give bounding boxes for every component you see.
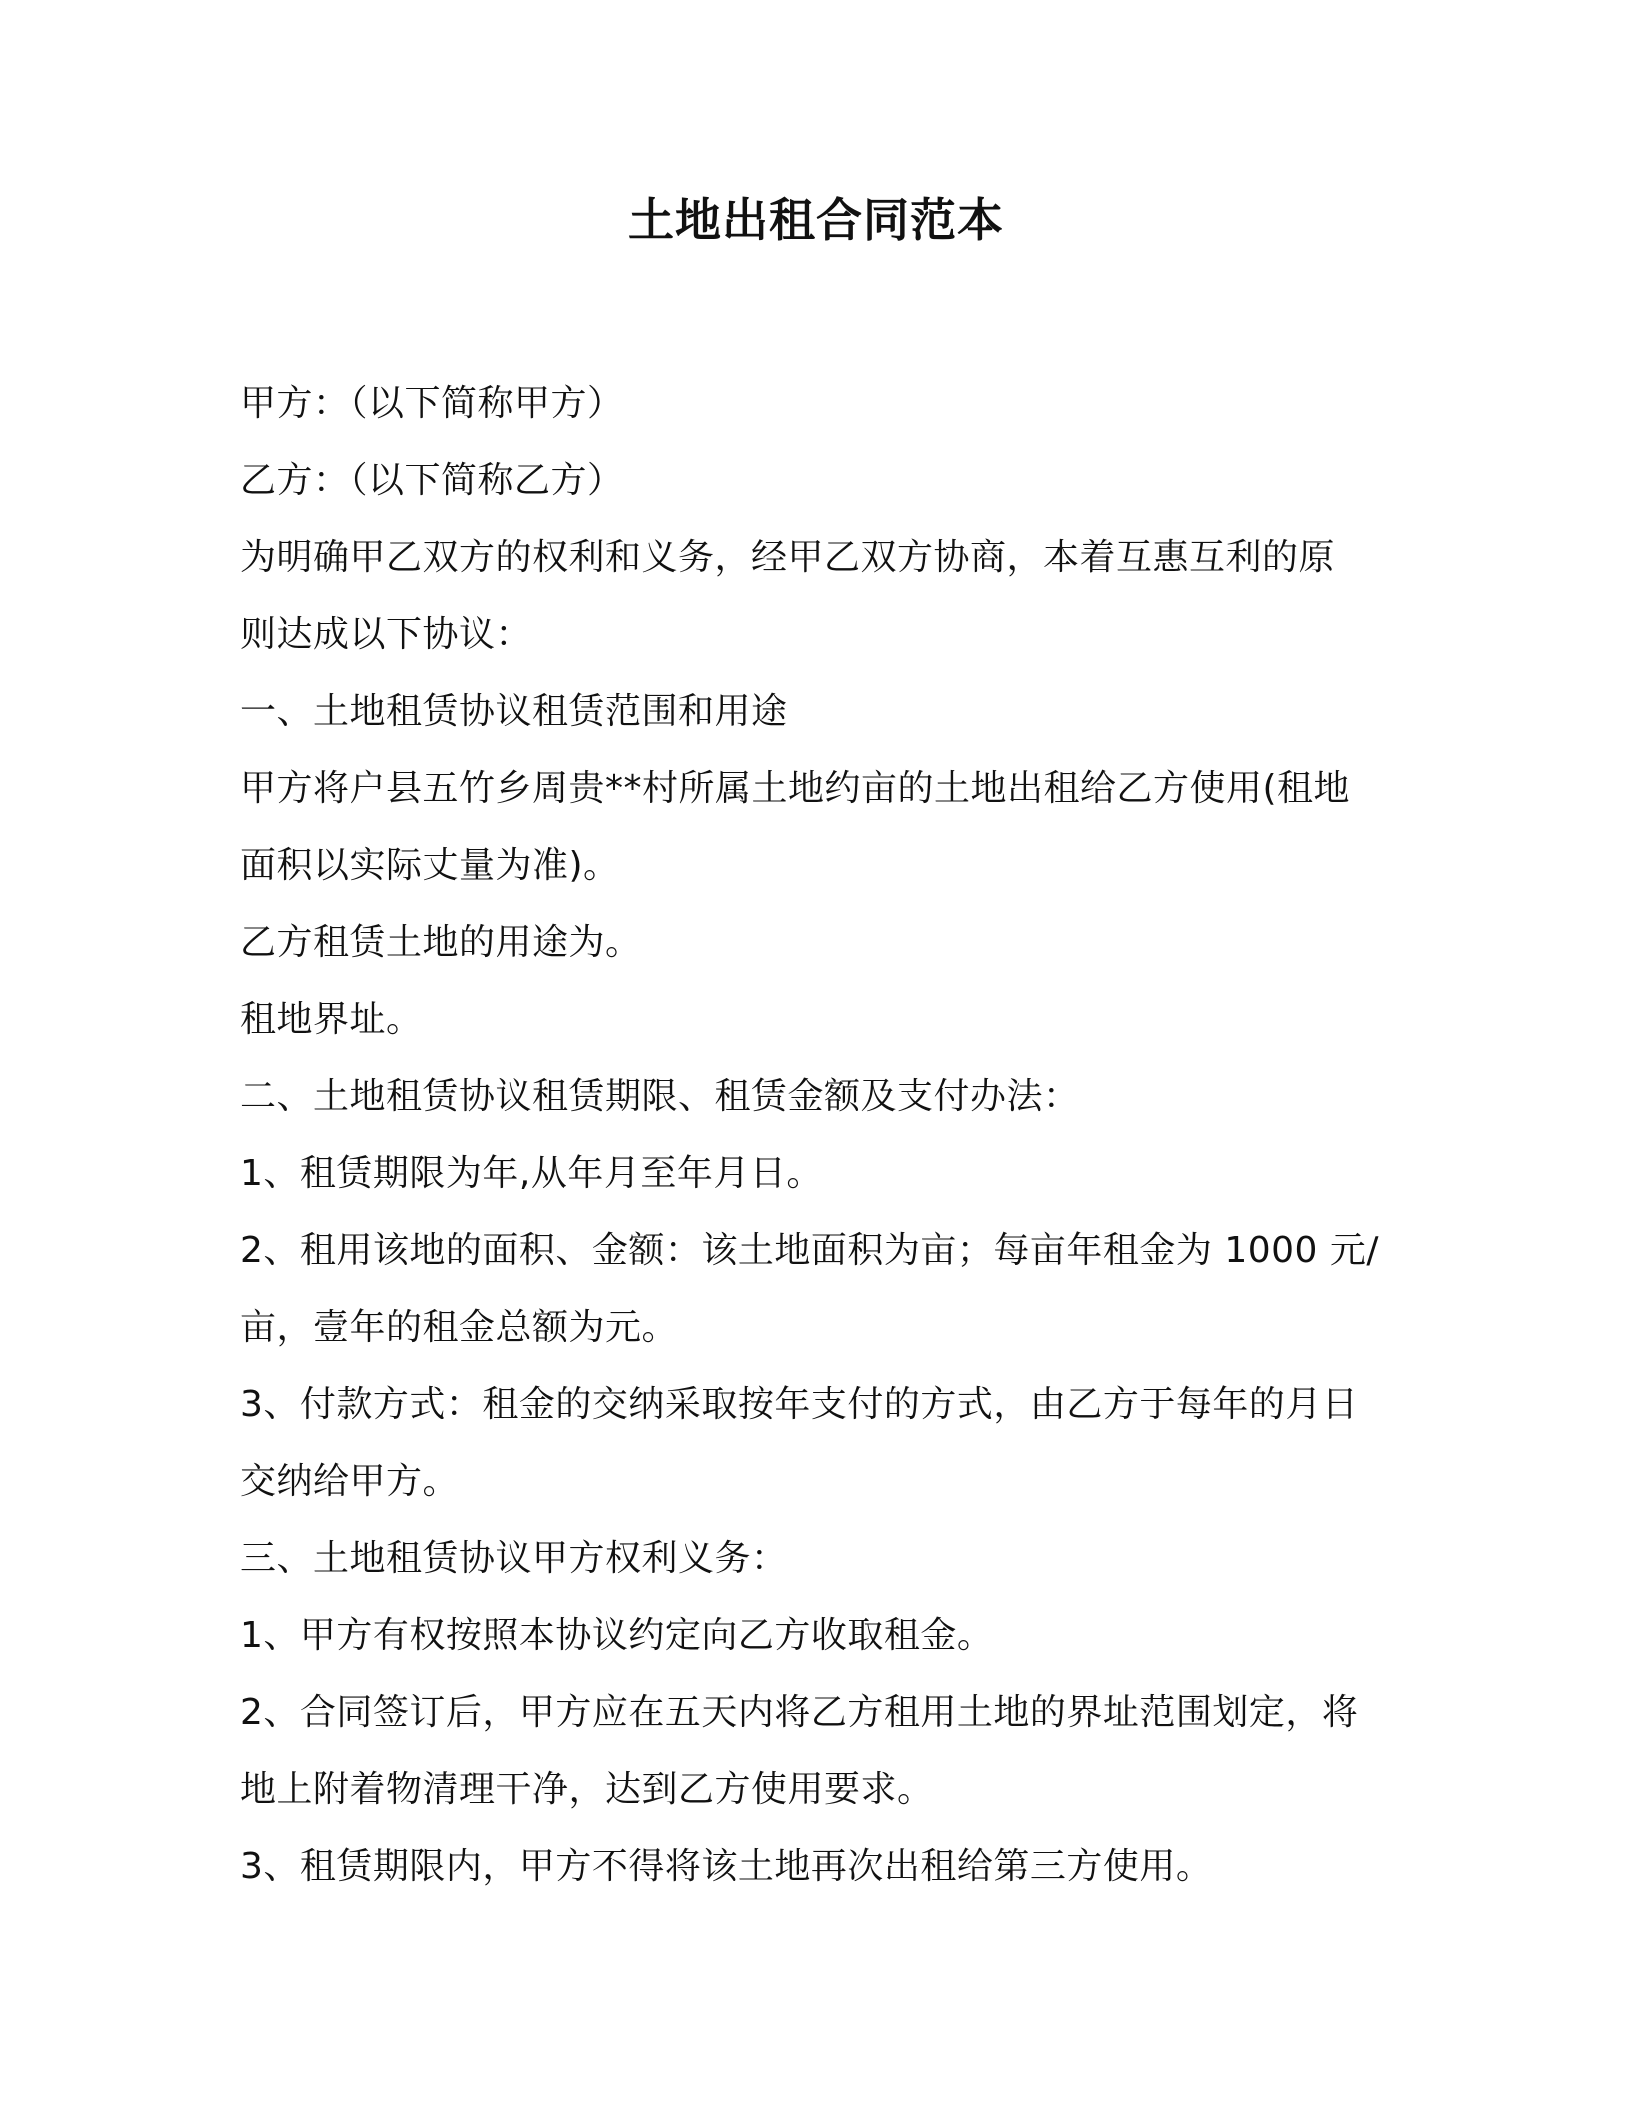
- document-body: [240, 365, 1400, 1905]
- paragraph-line: 甲方将户县五竹乡周贵**村所属土地约亩的土地出租给乙方使用(租地: [240, 768, 1351, 809]
- section-2-heading: 二、土地租赁协议租赁期限、租赁金额及支付办法：: [240, 1076, 1080, 1117]
- clause-line: 3、付款方式：租金的交纳采取按年支付的方式，由乙方于每年的月日: [240, 1384, 1359, 1425]
- paragraph-line: 面积以实际丈量为准)。: [240, 845, 620, 886]
- clause-line: 2、合同签订后，甲方应在五天内将乙方租用土地的界址范围划定，将: [240, 1692, 1359, 1733]
- clause-line: 1、甲方有权按照本协议约定向乙方收取租金。: [240, 1615, 994, 1656]
- section-3-heading: 三、土地租赁协议甲方权利义务：: [240, 1538, 788, 1579]
- party-a-line: 甲方：（以下简称甲方）: [240, 383, 624, 424]
- clause-line: 2、租用该地的面积、金额：该土地面积为亩；每亩年租金为 1000 元/: [240, 1230, 1380, 1271]
- paragraph-line: 租地界址。: [240, 999, 423, 1040]
- clause-line: 3、租赁期限内，甲方不得将该土地再次出租给第三方使用。: [240, 1846, 1213, 1887]
- clause-line: 亩，壹年的租金总额为元。: [240, 1307, 679, 1348]
- document-title: 土地出租合同范本: [628, 193, 1004, 247]
- paragraph-line: 乙方租赁土地的用途为。: [240, 922, 642, 963]
- preamble-line-1: 为明确甲乙双方的权利和义务，经甲乙双方协商，本着互惠互利的原: [240, 537, 1336, 578]
- clause-line: 地上附着物清理干净，达到乙方使用要求。: [240, 1769, 934, 1810]
- party-b-line: 乙方：（以下简称乙方）: [240, 460, 624, 501]
- section-1-heading: 一、土地租赁协议租赁范围和用途: [240, 691, 788, 732]
- clause-line: 交纳给甲方。: [240, 1461, 460, 1502]
- clause-line: 1、租赁期限为年,从年月至年月日。: [240, 1153, 823, 1194]
- preamble-line-2: 则达成以下协议：: [240, 614, 533, 655]
